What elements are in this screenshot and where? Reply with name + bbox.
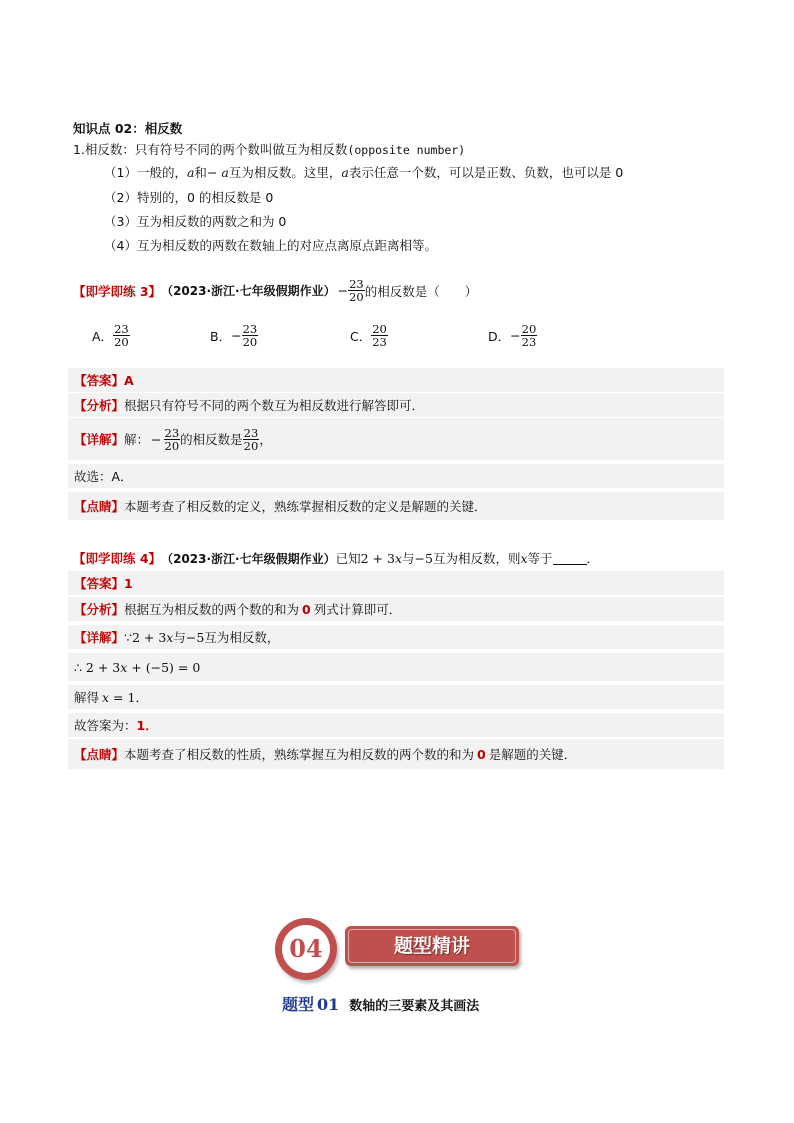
- knowledge-item-1: [104, 163, 623, 181]
- ex4-point-b: 是解题的关键．: [488, 747, 577, 762]
- exercise-3-tag: 【即学即练 3】: [73, 283, 162, 299]
- ex4-solve-x: x: [102, 689, 110, 705]
- ex4-equation-left: ∴ 2 + 3: [74, 659, 121, 675]
- q3-fraction: [348, 278, 365, 303]
- ex4-detail-neg5: −5: [185, 629, 205, 645]
- ex3-frac1-num: 23: [164, 425, 180, 440]
- option-a-den: 20: [114, 335, 129, 349]
- ex4-point-zero: 0: [477, 746, 486, 762]
- ex3-detail-tag: 【详解】: [74, 432, 125, 447]
- ex4-detail-with: 与: [173, 630, 186, 645]
- answer-blank[interactable]: [553, 552, 587, 565]
- option-c-num: 20: [372, 322, 387, 336]
- section-number: 04: [289, 934, 323, 963]
- ex4-point-row: [68, 739, 724, 769]
- ex4-analysis-row: [68, 597, 724, 621]
- q3-minus: −: [337, 283, 349, 298]
- ex4-analysis-b: 列式计算即可．: [313, 602, 402, 617]
- knowledge-item-4: （4）互为相反数的两数在数轴上的对应点离原点距离相等。: [104, 238, 437, 253]
- q4-pre: 已知: [335, 551, 361, 566]
- item1-text-c: 互为相反数。这里，: [228, 165, 342, 180]
- ex3-analysis-tag: 【分析】: [74, 398, 125, 413]
- ex3-detail-frac2: [243, 427, 260, 452]
- ex4-detail-row: [68, 625, 724, 649]
- ex4-solve-row: [68, 685, 724, 709]
- definition-line: [73, 140, 465, 158]
- ex4-point-tag: 【点睛】: [74, 747, 125, 762]
- ex3-point: 本题考查了相反数的定义，熟练掌握相反数的定义是解题的关键．: [124, 499, 487, 514]
- option-b-num: 23: [242, 322, 258, 336]
- option-b-fraction: [242, 323, 259, 348]
- ex4-final-val: 1．: [136, 718, 158, 733]
- exercise-4-source: （2023·浙江·七年级假期作业）: [161, 551, 336, 566]
- q4-x: x: [394, 550, 402, 566]
- ex3-choose-label: 故选：: [74, 469, 112, 484]
- exercise-3-source: （2023·浙江·七年级假期作业）: [161, 284, 336, 298]
- ex4-equation-rest: + (−5) = 0: [127, 659, 201, 675]
- ex3-frac2-num: 23: [243, 425, 259, 440]
- ex3-point-row: [68, 492, 724, 520]
- option-c-den: 23: [372, 335, 387, 349]
- exercise-4-question: [73, 549, 599, 567]
- q4-tail: 互为相反数，则: [432, 551, 521, 566]
- definition-text: 1.相反数：只有符号不同的两个数叫做互为相反数: [73, 142, 348, 157]
- ex4-final-row: [68, 713, 724, 737]
- q4-neg5: −5: [414, 550, 433, 566]
- option-a-label: A．: [92, 328, 114, 344]
- ex3-analysis: 根据只有符号不同的两个数互为相反数进行解答即可．: [124, 398, 425, 413]
- ex3-answer-tag: 【答案】: [74, 373, 125, 388]
- ex3-point-tag: 【点睛】: [74, 499, 125, 514]
- option-d[interactable]: [488, 323, 537, 348]
- ex3-detail-minus: −: [151, 431, 162, 447]
- section-number-badge: [275, 918, 337, 980]
- q3-den: 20: [349, 290, 364, 304]
- option-a-num: 23: [114, 322, 129, 336]
- section-subtitle-prefix: 题型: [282, 995, 315, 1014]
- ex3-detail-pre: 解：: [124, 432, 150, 447]
- ex4-answer-row: [68, 571, 724, 595]
- section-subtitle: [282, 992, 479, 1015]
- ex3-frac1-den: 20: [164, 438, 180, 453]
- ex4-solve-rest: = 1．: [109, 690, 148, 705]
- option-b[interactable]: [210, 323, 258, 348]
- option-d-label: D．: [488, 328, 511, 344]
- option-b-sign: −: [231, 328, 242, 343]
- ex4-detail-tag: 【详解】: [74, 630, 125, 645]
- ex3-detail-end: ，: [259, 432, 272, 447]
- ex4-analysis-zero: 0: [302, 601, 311, 617]
- var-a: a: [186, 165, 195, 180]
- ex4-detail-expr: 2 + 3: [131, 629, 167, 645]
- item1-text-b: 和: [194, 165, 207, 180]
- option-c[interactable]: [350, 323, 388, 348]
- option-c-fraction: [371, 323, 388, 348]
- option-d-fraction: [521, 323, 538, 348]
- ex4-detail-end: 互为相反数，: [204, 630, 280, 645]
- q4-mid: 与: [402, 551, 415, 566]
- option-c-label: C．: [350, 328, 372, 344]
- ex3-choose-row: [68, 464, 724, 488]
- q3-tail: 的相反数是（ ）: [364, 283, 478, 299]
- ex4-point-a: 本题考查了相反数的性质，熟练掌握互为相反数的两个数的和为: [124, 747, 475, 762]
- section-subtitle-title: 数轴的三要素及其画法: [349, 999, 480, 1014]
- ex4-equation-x: x: [120, 659, 128, 675]
- section-title: 题型精讲: [393, 935, 470, 957]
- q4-expr: 2 + 3: [360, 550, 395, 566]
- ex4-analysis-tag: 【分析】: [74, 602, 125, 617]
- option-d-sign: −: [510, 328, 521, 343]
- ex4-answer: 1: [124, 575, 133, 591]
- ex3-detail-frac1: [164, 427, 181, 452]
- item1-text-d: 表示任意一个数，可以是正数、负数，也可以是 0: [348, 165, 624, 180]
- option-d-num: 20: [521, 322, 537, 336]
- knowledge-title: 知识点 02：相反数: [73, 121, 183, 136]
- q4-x2: x: [520, 550, 528, 566]
- option-d-den: 23: [521, 335, 537, 349]
- ex3-detail-mid: 的相反数是: [180, 432, 243, 447]
- ex3-choose: A．: [111, 469, 133, 484]
- knowledge-item-2: （2）特别的，0 的相反数是 0: [104, 190, 274, 205]
- q3-num: 23: [349, 277, 364, 291]
- var-a-2: a: [341, 165, 349, 180]
- option-b-label: B．: [210, 328, 232, 344]
- ex4-detail-because: ∵: [124, 629, 132, 645]
- ex4-analysis-a: 根据互为相反数的两个数的和为: [124, 602, 300, 617]
- ex3-analysis-row: [68, 393, 724, 417]
- option-a[interactable]: [92, 323, 130, 348]
- ex3-detail-row: [68, 418, 724, 460]
- ex3-frac2-den: 20: [243, 438, 259, 453]
- option-b-den: 20: [242, 335, 258, 349]
- ex4-answer-tag: 【答案】: [74, 576, 125, 591]
- exercise-4-tag: 【即学即练 4】: [73, 551, 162, 566]
- q4-tail2: 等于: [527, 551, 553, 566]
- ex3-answer-row: [68, 368, 724, 392]
- var-neg-a: − a: [206, 165, 229, 180]
- exercise-3-question: [73, 278, 477, 303]
- item1-text-a: （1）一般的，: [104, 165, 187, 180]
- option-a-fraction: [113, 323, 130, 348]
- q4-end: ．: [586, 551, 600, 566]
- ex4-final-pre: 故答案为：: [74, 718, 137, 733]
- ex4-equation-row: [68, 653, 724, 681]
- ex4-detail-x: x: [166, 629, 174, 645]
- section-title-banner: [345, 926, 519, 966]
- definition-english: (opposite number): [347, 143, 466, 157]
- ex4-solve-pre: 解得: [74, 690, 100, 705]
- knowledge-item-3: （3）互为相反数的两数之和为 0: [104, 214, 287, 229]
- ex3-answer: A: [124, 372, 134, 388]
- section-subtitle-number: 01: [317, 995, 340, 1014]
